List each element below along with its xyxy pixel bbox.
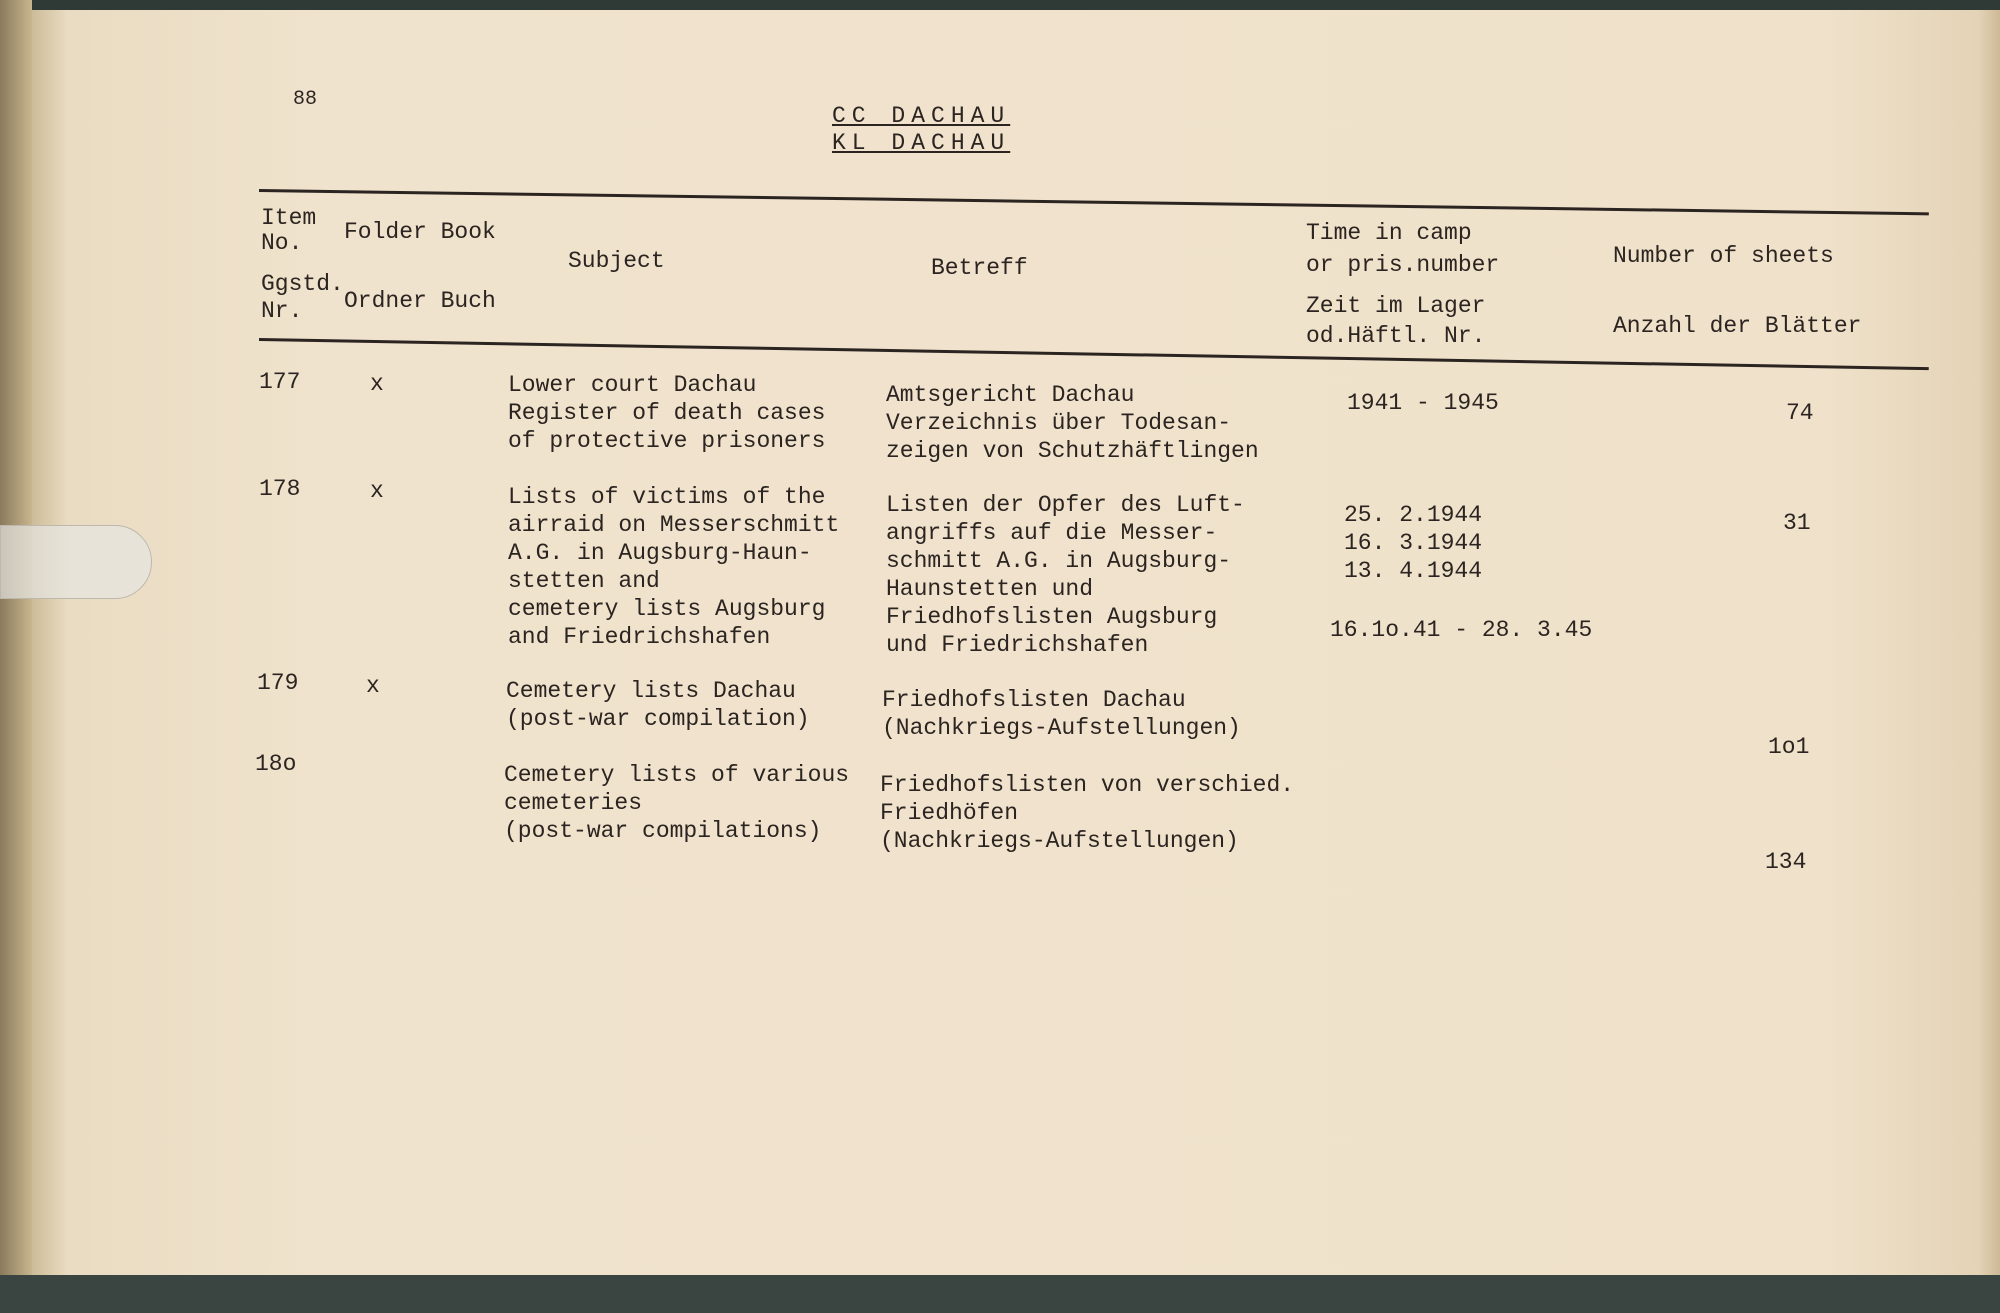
row-177-time: 1941 - 1945	[1347, 390, 1499, 416]
header-ggstd: Ggstd.	[261, 271, 344, 297]
row-178-time-range: 16.1o.41 - 28. 3.45	[1330, 617, 1593, 643]
row-180-sheets: 134	[1765, 849, 1807, 875]
row-177-subject: Lower court Dachau Register of death cases of protective prisoners	[508, 372, 826, 454]
row-178-betreff: Listen der Opfer des Luft- angriffs auf die Messer- schmitt A.G. in Augsburg- Haunstetten und Friedhofslisten Augsburg und Friedrichshafen	[886, 492, 1245, 658]
title-english: CC DACHAU	[832, 103, 1011, 129]
row-180-item: 18o	[255, 751, 297, 777]
header-item: Item	[261, 205, 317, 231]
title-german: KL DACHAU	[832, 130, 1011, 156]
row-178-item: 178	[259, 476, 301, 502]
row-177-folder: x	[370, 371, 384, 397]
row-179-betreff: Friedhofslisten Dachau (Nachkriegs-Aufstellungen)	[882, 687, 1241, 741]
row-178-folder: x	[370, 478, 384, 504]
header-folder-book: Folder Book	[344, 219, 496, 245]
header-sheets-en: Number of sheets	[1613, 243, 1834, 269]
header-no: No.	[261, 230, 303, 256]
row-178-subject: Lists of victims of the airraid on Messerschmitt A.G. in Augsburg-Haun- stetten and cemetery lists Augsburg and Friedrichshafen	[508, 484, 840, 650]
header-time-de-1: Zeit im Lager	[1306, 293, 1486, 319]
bookmark-tab	[0, 525, 152, 599]
book-spine	[0, 0, 32, 1313]
header-sheets-de: Anzahl der Blätter	[1613, 313, 1862, 339]
header-time-de-2: od.Häftl. Nr.	[1306, 323, 1486, 349]
row-177-betreff: Amtsgericht Dachau Verzeichnis über Todesan- zeigen von Schutzhäftlingen	[886, 382, 1259, 464]
row-179-subject: Cemetery lists Dachau (post-war compilation)	[506, 678, 810, 732]
row-179-sheets: 1o1	[1768, 734, 1810, 760]
row-179-folder: x	[366, 673, 380, 699]
row-180-betreff: Friedhofslisten von verschied. Friedhöfen (Nachkriegs-Aufstellungen)	[880, 772, 1295, 854]
header-subject: Subject	[568, 248, 665, 274]
background-edge	[0, 1275, 2000, 1313]
header-betreff: Betreff	[931, 255, 1028, 281]
row-177-sheets: 74	[1786, 400, 1814, 426]
row-178-sheets: 31	[1783, 510, 1811, 536]
row-180-subject: Cemetery lists of various cemeteries (post-war compilations)	[504, 762, 850, 844]
row-179-item: 179	[257, 670, 299, 696]
header-nr: Nr.	[261, 298, 303, 324]
row-177-item: 177	[259, 369, 301, 395]
row-178-time: 25. 2.1944 16. 3.1944 13. 4.1944	[1344, 502, 1483, 584]
header-ordner-buch: Ordner Buch	[344, 288, 496, 314]
header-time-en-1: Time in camp	[1306, 220, 1472, 246]
header-time-en-2: or pris.number	[1306, 252, 1500, 278]
page-number: 88	[293, 88, 318, 111]
